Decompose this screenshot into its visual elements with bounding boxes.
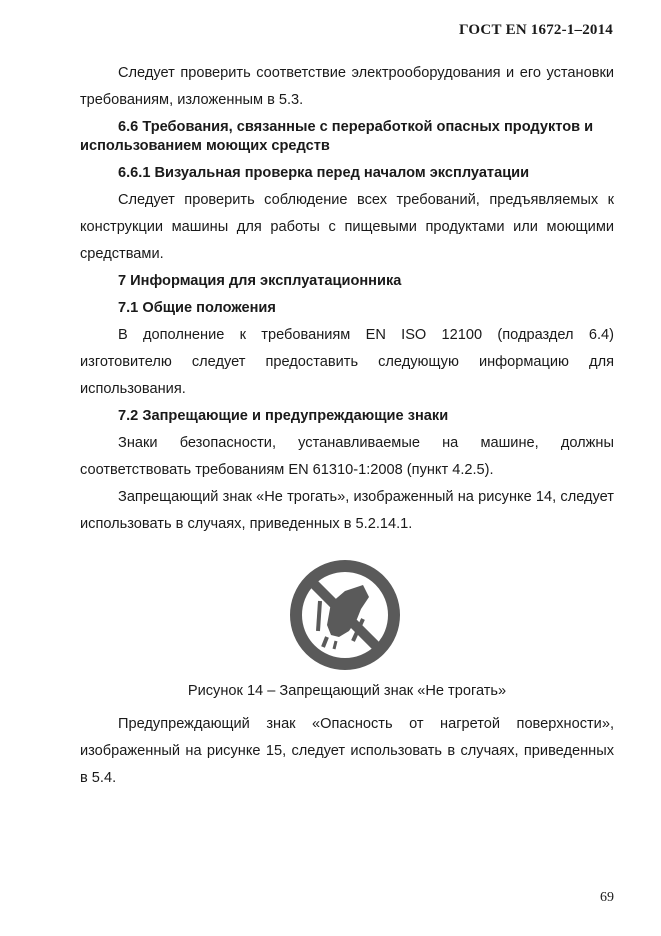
figure-caption: Рисунок 14 – Запрещающий знак «Не трогать» — [187, 683, 507, 699]
section-heading-6-6-1: 6.6.1 Визуальная проверка перед началом эксплуатации — [118, 165, 530, 181]
section-heading-7-1: 7.1 Общие положения — [118, 300, 276, 316]
paragraph: Предупреждающий знак «Опасность от нагретой поверхности», изображенный на рисунке 15, следует использовать в случаях, приведенных в 5.4. — [80, 716, 614, 786]
paragraph: Следует проверить соответствие электрооборудования и его установки требованиям, изложенным в 5.3. — [80, 65, 614, 108]
paragraph: В дополнение к требованиям EN ISO 12100 (подраздел 6.4) изготовителю следует предоставить следующую информацию для использования. — [80, 327, 614, 397]
section-heading-6-6: 6.6 Требования, связанные с переработкой опасных продуктов и использованием моющих средств — [80, 119, 594, 154]
paragraph: Следует проверить соблюдение всех требований, предъявляемых к конструкции машины для работы с пищевыми продуктами или моющими средствами. — [80, 192, 614, 262]
body-text-continued — [80, 711, 614, 792]
section-heading-7-2: 7.2 Запрещающие и предупреждающие знаки — [118, 408, 449, 424]
paragraph: Знаки безопасности, устанавливаемые на машине, должны соответствовать требованиям EN 61310-1:2008 (пункт 4.2.5). — [80, 435, 614, 478]
paragraph: Запрещающий знак «Не трогать», изображенный на рисунке 14, следует использовать в случаях, приведенных в 5.2.14.1. — [80, 489, 614, 532]
do-not-touch-sign-icon — [287, 557, 403, 673]
document-header: ГОСТ EN 1672-1–2014 — [459, 22, 613, 38]
section-heading-7: 7 Информация для эксплуатационника — [118, 273, 402, 289]
page-number: 69 — [600, 890, 614, 905]
body-text — [80, 60, 614, 538]
